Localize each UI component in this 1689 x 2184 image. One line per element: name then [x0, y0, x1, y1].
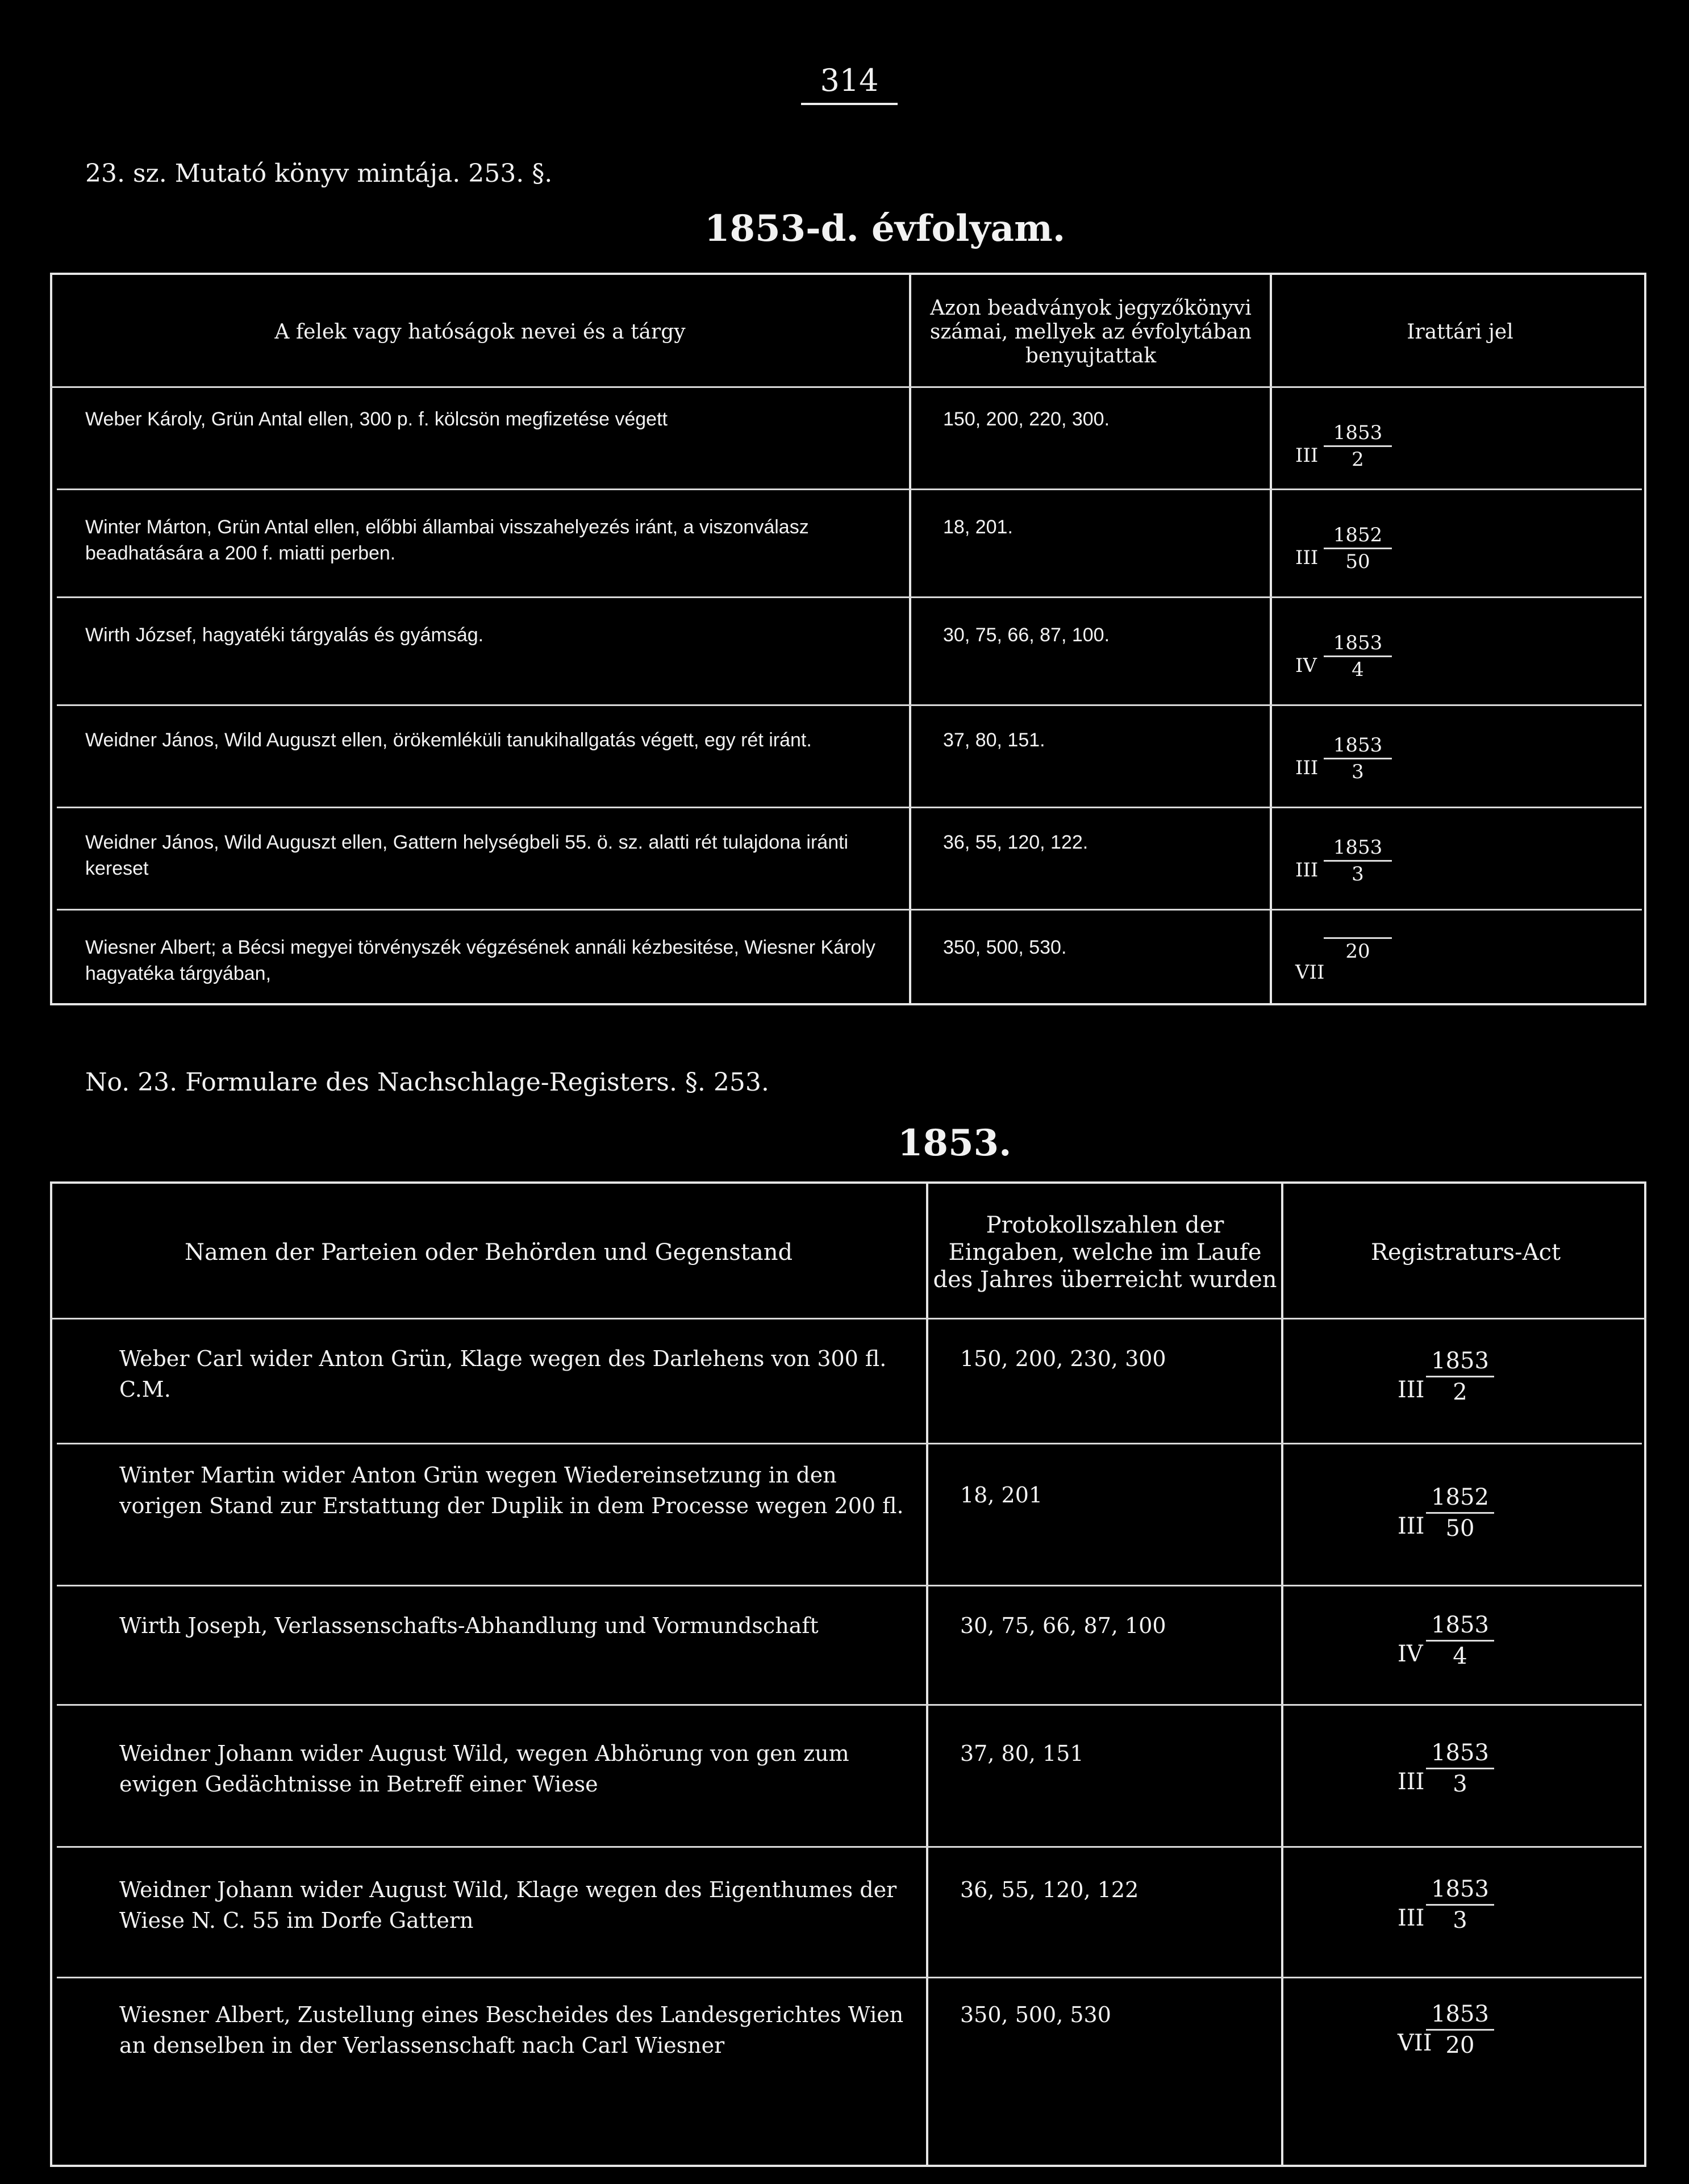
roman-numeral: IV: [1398, 1641, 1423, 1667]
registry-reference: [1398, 1610, 1511, 1678]
column-header-protocol-numbers: Protokollszahlen der Eingaben, welche im Laufe des Jahres überreicht wurden: [933, 1212, 1277, 1293]
row-divider: [57, 909, 1642, 911]
registry-reference: [1398, 1999, 1511, 2068]
roman-numeral: III: [1398, 1513, 1425, 1539]
row-divider: [57, 1585, 1642, 1586]
row-subject: Winter Martin wider Anton Grün wegen Wiedereinsetzung in den vorigen Stand zur Erstattung der Duplik in dem Processe wegen 200 fl.: [119, 1463, 904, 1518]
registry-reference: [1295, 937, 1409, 1005]
row-divider: [57, 596, 1642, 598]
reference-year: 1853: [1333, 421, 1383, 444]
roman-numeral: III: [1295, 444, 1319, 467]
column-header-registry-mark: Irattári jel: [1407, 320, 1513, 344]
column-header-registry-mark: Registraturs-Act: [1370, 1239, 1561, 1266]
row-divider: [57, 1704, 1642, 1706]
roman-numeral: III: [1398, 1905, 1425, 1931]
row-protocol-numbers: 350, 500, 530: [960, 2002, 1111, 2027]
roman-numeral: IV: [1295, 654, 1317, 677]
reference-year: 1852: [1431, 1484, 1489, 1510]
header-divider: [50, 386, 1646, 388]
row-protocol-numbers: 150, 200, 220, 300.: [943, 408, 1110, 430]
registry-reference: [1295, 733, 1409, 801]
roman-numeral: III: [1295, 859, 1319, 882]
row-protocol-numbers: 30, 75, 66, 87, 100: [960, 1613, 1166, 1638]
form-title: 23. sz. Mutató könyv mintája. 253. §.: [85, 159, 553, 188]
row-protocol-numbers: 150, 200, 230, 300: [960, 1346, 1166, 1371]
registry-reference: [1398, 1483, 1511, 1551]
reference-number: 4: [1426, 1640, 1494, 1671]
registry-reference: [1295, 523, 1409, 591]
reference-number: 2: [1324, 445, 1392, 472]
row-divider: [57, 704, 1642, 706]
row-divider: [57, 1846, 1642, 1848]
reference-number: 50: [1324, 548, 1392, 574]
row-subject: Weidner János, Wild Auguszt ellen, Gattern helységbeli 55. ö. sz. alatti rét tulajdona iránti kereset: [85, 832, 849, 879]
row-subject: Wiesner Albert, Zustellung eines Bescheides des Landesgerichtes Wien an denselben in der Verlassenschaft nach Carl Wiesner: [119, 2002, 904, 2058]
column-header-parties: A felek vagy hatóságok nevei és a tárgy: [274, 320, 686, 344]
column-divider: [926, 1181, 928, 2167]
reference-number: 20: [1324, 937, 1392, 964]
row-subject: Weidner Johann wider August Wild, Klage wegen des Eigenthumes der Wiese N. C. 55 im Dorfe Gattern: [119, 1877, 897, 1933]
row-protocol-numbers: 37, 80, 151: [960, 1741, 1084, 1766]
page-number: 314: [801, 62, 898, 105]
reference-number: 3: [1324, 758, 1392, 784]
roman-numeral: III: [1398, 1377, 1425, 1403]
reference-year: 1853: [1431, 1348, 1489, 1374]
row-subject: Wirth József, hagyatéki tárgyalás és gyámság.: [85, 624, 484, 646]
column-divider: [1270, 273, 1272, 1005]
row-subject: Weber Károly, Grün Antal ellen, 300 p. f. kölcsön megfizetése végett: [85, 408, 668, 430]
roman-numeral: III: [1398, 1769, 1425, 1795]
row-protocol-numbers: 36, 55, 120, 122: [960, 1877, 1139, 1902]
row-divider: [57, 807, 1642, 808]
row-protocol-numbers: 36, 55, 120, 122.: [943, 832, 1089, 853]
roman-numeral: III: [1295, 757, 1319, 779]
reference-number: 20: [1426, 2029, 1494, 2060]
row-protocol-numbers: 18, 201: [960, 1483, 1043, 1507]
registry-reference: [1398, 1874, 1511, 1943]
row-divider: [57, 1977, 1642, 1978]
year-heading: 1853-d. évfolyam.: [704, 207, 1066, 250]
reference-year: 1852: [1333, 524, 1383, 546]
row-protocol-numbers: 350, 500, 530.: [943, 937, 1067, 958]
reference-year: 1853: [1431, 1612, 1489, 1638]
reference-year: 1853: [1333, 734, 1383, 757]
reference-year: 1853: [1333, 632, 1383, 654]
registry-reference: [1295, 630, 1409, 699]
reference-number: 50: [1426, 1512, 1494, 1543]
column-divider: [909, 273, 911, 1005]
registry-reference: [1398, 1738, 1511, 1806]
roman-numeral: VII: [1295, 961, 1325, 984]
roman-numeral: III: [1295, 546, 1319, 569]
form-title: No. 23. Formulare des Nachschlage-Registers. §. 253.: [85, 1068, 769, 1097]
registry-reference: [1398, 1346, 1511, 1414]
header-divider: [50, 1318, 1646, 1319]
year-heading: 1853.: [898, 1122, 1012, 1164]
row-subject: Wirth Joseph, Verlassenschafts-Abhandlung und Vormundschaft: [119, 1613, 819, 1638]
row-protocol-numbers: 18, 201.: [943, 516, 1013, 538]
row-protocol-numbers: 30, 75, 66, 87, 100.: [943, 624, 1110, 646]
roman-numeral: VII: [1398, 2030, 1432, 2056]
reference-number: 2: [1426, 1376, 1494, 1407]
reference-number: 3: [1426, 1768, 1494, 1799]
registry-reference: [1295, 835, 1409, 903]
row-divider: [57, 488, 1642, 490]
row-subject: Weidner János, Wild Auguszt ellen, örökemléküli tanukihallgatás végett, egy rét iránt.: [85, 729, 812, 751]
reference-year: 1853: [1333, 836, 1383, 859]
row-subject: Weber Carl wider Anton Grün, Klage wegen des Darlehens von 300 fl. C.M.: [119, 1346, 887, 1402]
column-header-protocol-numbers: Azon beadványok jegyzőkönyvi számai, mellyek az évfolytában benyujtattak: [929, 297, 1252, 368]
registry-reference: [1295, 420, 1409, 488]
reference-year: 1853: [1431, 2001, 1489, 2027]
row-protocol-numbers: 37, 80, 151.: [943, 729, 1045, 751]
column-divider: [1281, 1181, 1283, 2167]
row-subject: Weidner Johann wider August Wild, wegen Abhörung von gen zum ewigen Gedächtnisse in Betreff einer Wiese: [119, 1741, 849, 1797]
row-subject: Wiesner Albert; a Bécsi megyei törvényszék végzésének annáli kézbesitése, Wiesner Károly hagyatéka tárgyában,: [85, 937, 875, 984]
row-subject: Winter Márton, Grün Antal ellen, előbbi állambai visszahelyezés iránt, a viszonválasz beadhatására a 200 f. miatti perben.: [85, 516, 809, 564]
reference-year: 1853: [1431, 1876, 1489, 1902]
reference-year: 1853: [1431, 1740, 1489, 1766]
reference-number: 3: [1426, 1904, 1494, 1935]
reference-number: 4: [1324, 655, 1392, 682]
reference-number: 3: [1324, 860, 1392, 887]
column-header-parties: Namen der Parteien oder Behörden und Gegenstand: [184, 1239, 793, 1266]
row-divider: [57, 1443, 1642, 1444]
